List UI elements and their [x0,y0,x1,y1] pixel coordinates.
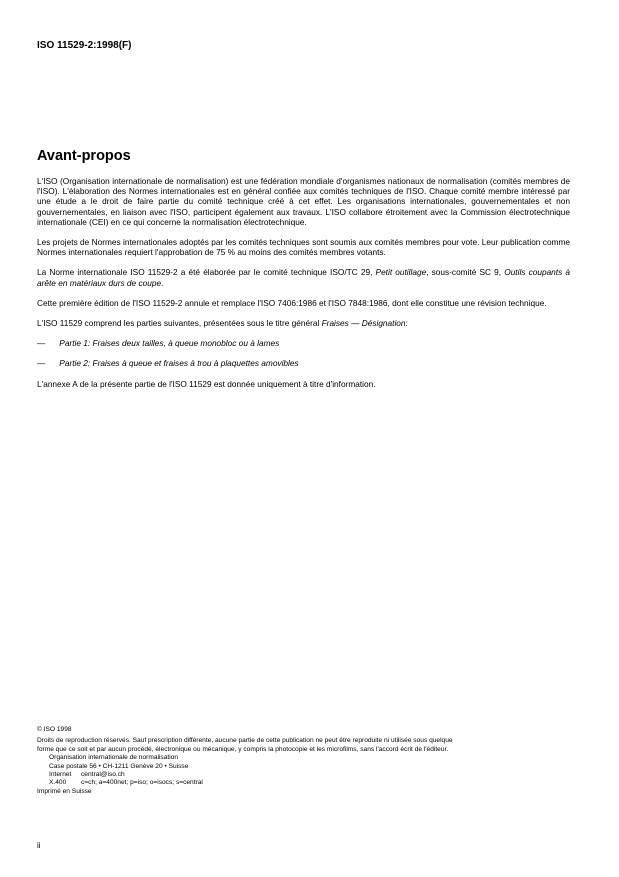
x400-contact [37,779,582,787]
committee-period: . [161,277,164,288]
postal-address: Case postale 56 • CH-1211 Genève 20 • Suisse [49,762,189,770]
section-title: Avant-propos [37,148,131,164]
committee-text: La Norme internationale ISO 11529-2 a été élaborée par le comité technique ISO/TC 29, [37,267,376,278]
document-id-header: ISO 11529-2:1998(F) [37,40,132,51]
part-2-title: Partie 2: Fraises à queue et fraises à trou à plaquettes amovibles [59,358,299,369]
page-number: ii [37,841,41,850]
parts-intro-text: L'ISO 11529 comprend les parties suivantes, présentées sous le titre général [37,318,322,329]
paragraph-iso-intro: L'ISO (Organisation internationale de normalisation) est une fédération mondiale d'organismes nationaux de normalisation (comités membres de l'ISO). L'élaboration des Normes internationales est en général confiée aux comités techniques de l'ISO. Chaque comité membre intéressé par une étude a le droit de faire partie du comité technique créé à cet effet. Les organisations internationales, gouvernementales et non gouvernementales, en liaison avec l'ISO, participent également aux travaux. L'ISO collabore étroitement avec la Commission électrotechnique internationale (CEI) en ce qui concerne la normalisation électrotechnique. [37,176,570,227]
dash-marker: — [37,358,46,369]
x400-value: c=ch; a=400net; p=iso; o=isocs; s=central [81,779,203,787]
rights-line-1: Droits de reproduction réservés. Sauf prescription différente, aucune partie de cette publication ne peut être reproduite ni utilisée sous quelque [37,737,453,745]
paragraph-edition: Cette première édition de l'ISO 11529-2 annule et remplace l'ISO 7406:1986 et l'ISO 7848:1986, dont elle constitue une révision technique. [37,297,547,308]
part-1-title: Partie 1: Fraises deux tailles, à queue monobloc ou à lames [59,338,280,349]
copyright-notice: © ISO 1998 [37,726,72,733]
paragraph-committee [37,267,570,287]
internet-contact [37,771,582,779]
printed-in: Imprimé en Suisse [37,787,92,795]
x400-label: X.400 [49,779,67,787]
parts-intro-colon: : [405,318,408,329]
paragraph-voting: Les projets de Normes internationales adoptés par les comités techniques sont soumis aux comités membres pour vote. Leur publication comme Normes internationales requiert l'approbation de 75 % au moins des comités membres votants. [37,237,570,258]
dash-marker: — [37,338,46,349]
subcommittee-name: Outils coupants à arête en matériaux durs de coupe [37,267,571,288]
internet-label: Internet [49,771,72,779]
list-item-part-1 [37,338,570,348]
internet-value: central@iso.ch [81,771,125,779]
committee-name: Petit outillage [375,267,427,278]
general-title: Fraises — Désignation [321,318,406,329]
paragraph-annex: L'annexe A de la présente partie de l'ISO 11529 est donnée uniquement à titre d'information. [37,378,376,389]
organisation-name: Organisation internationale de normalisation [49,754,179,762]
foreword-body [37,176,570,399]
copyright-block [37,726,582,796]
list-item-part-2 [37,358,570,368]
subcommittee-text: , sous-comité SC 9, [426,267,505,278]
rights-line-2: forme que ce soit et par aucun procédé, électronique ou mécanique, y compris la photocopie et les microfilms, sans l'accord écrit de l'éditeur. [37,745,449,753]
paragraph-parts-intro [37,318,570,328]
